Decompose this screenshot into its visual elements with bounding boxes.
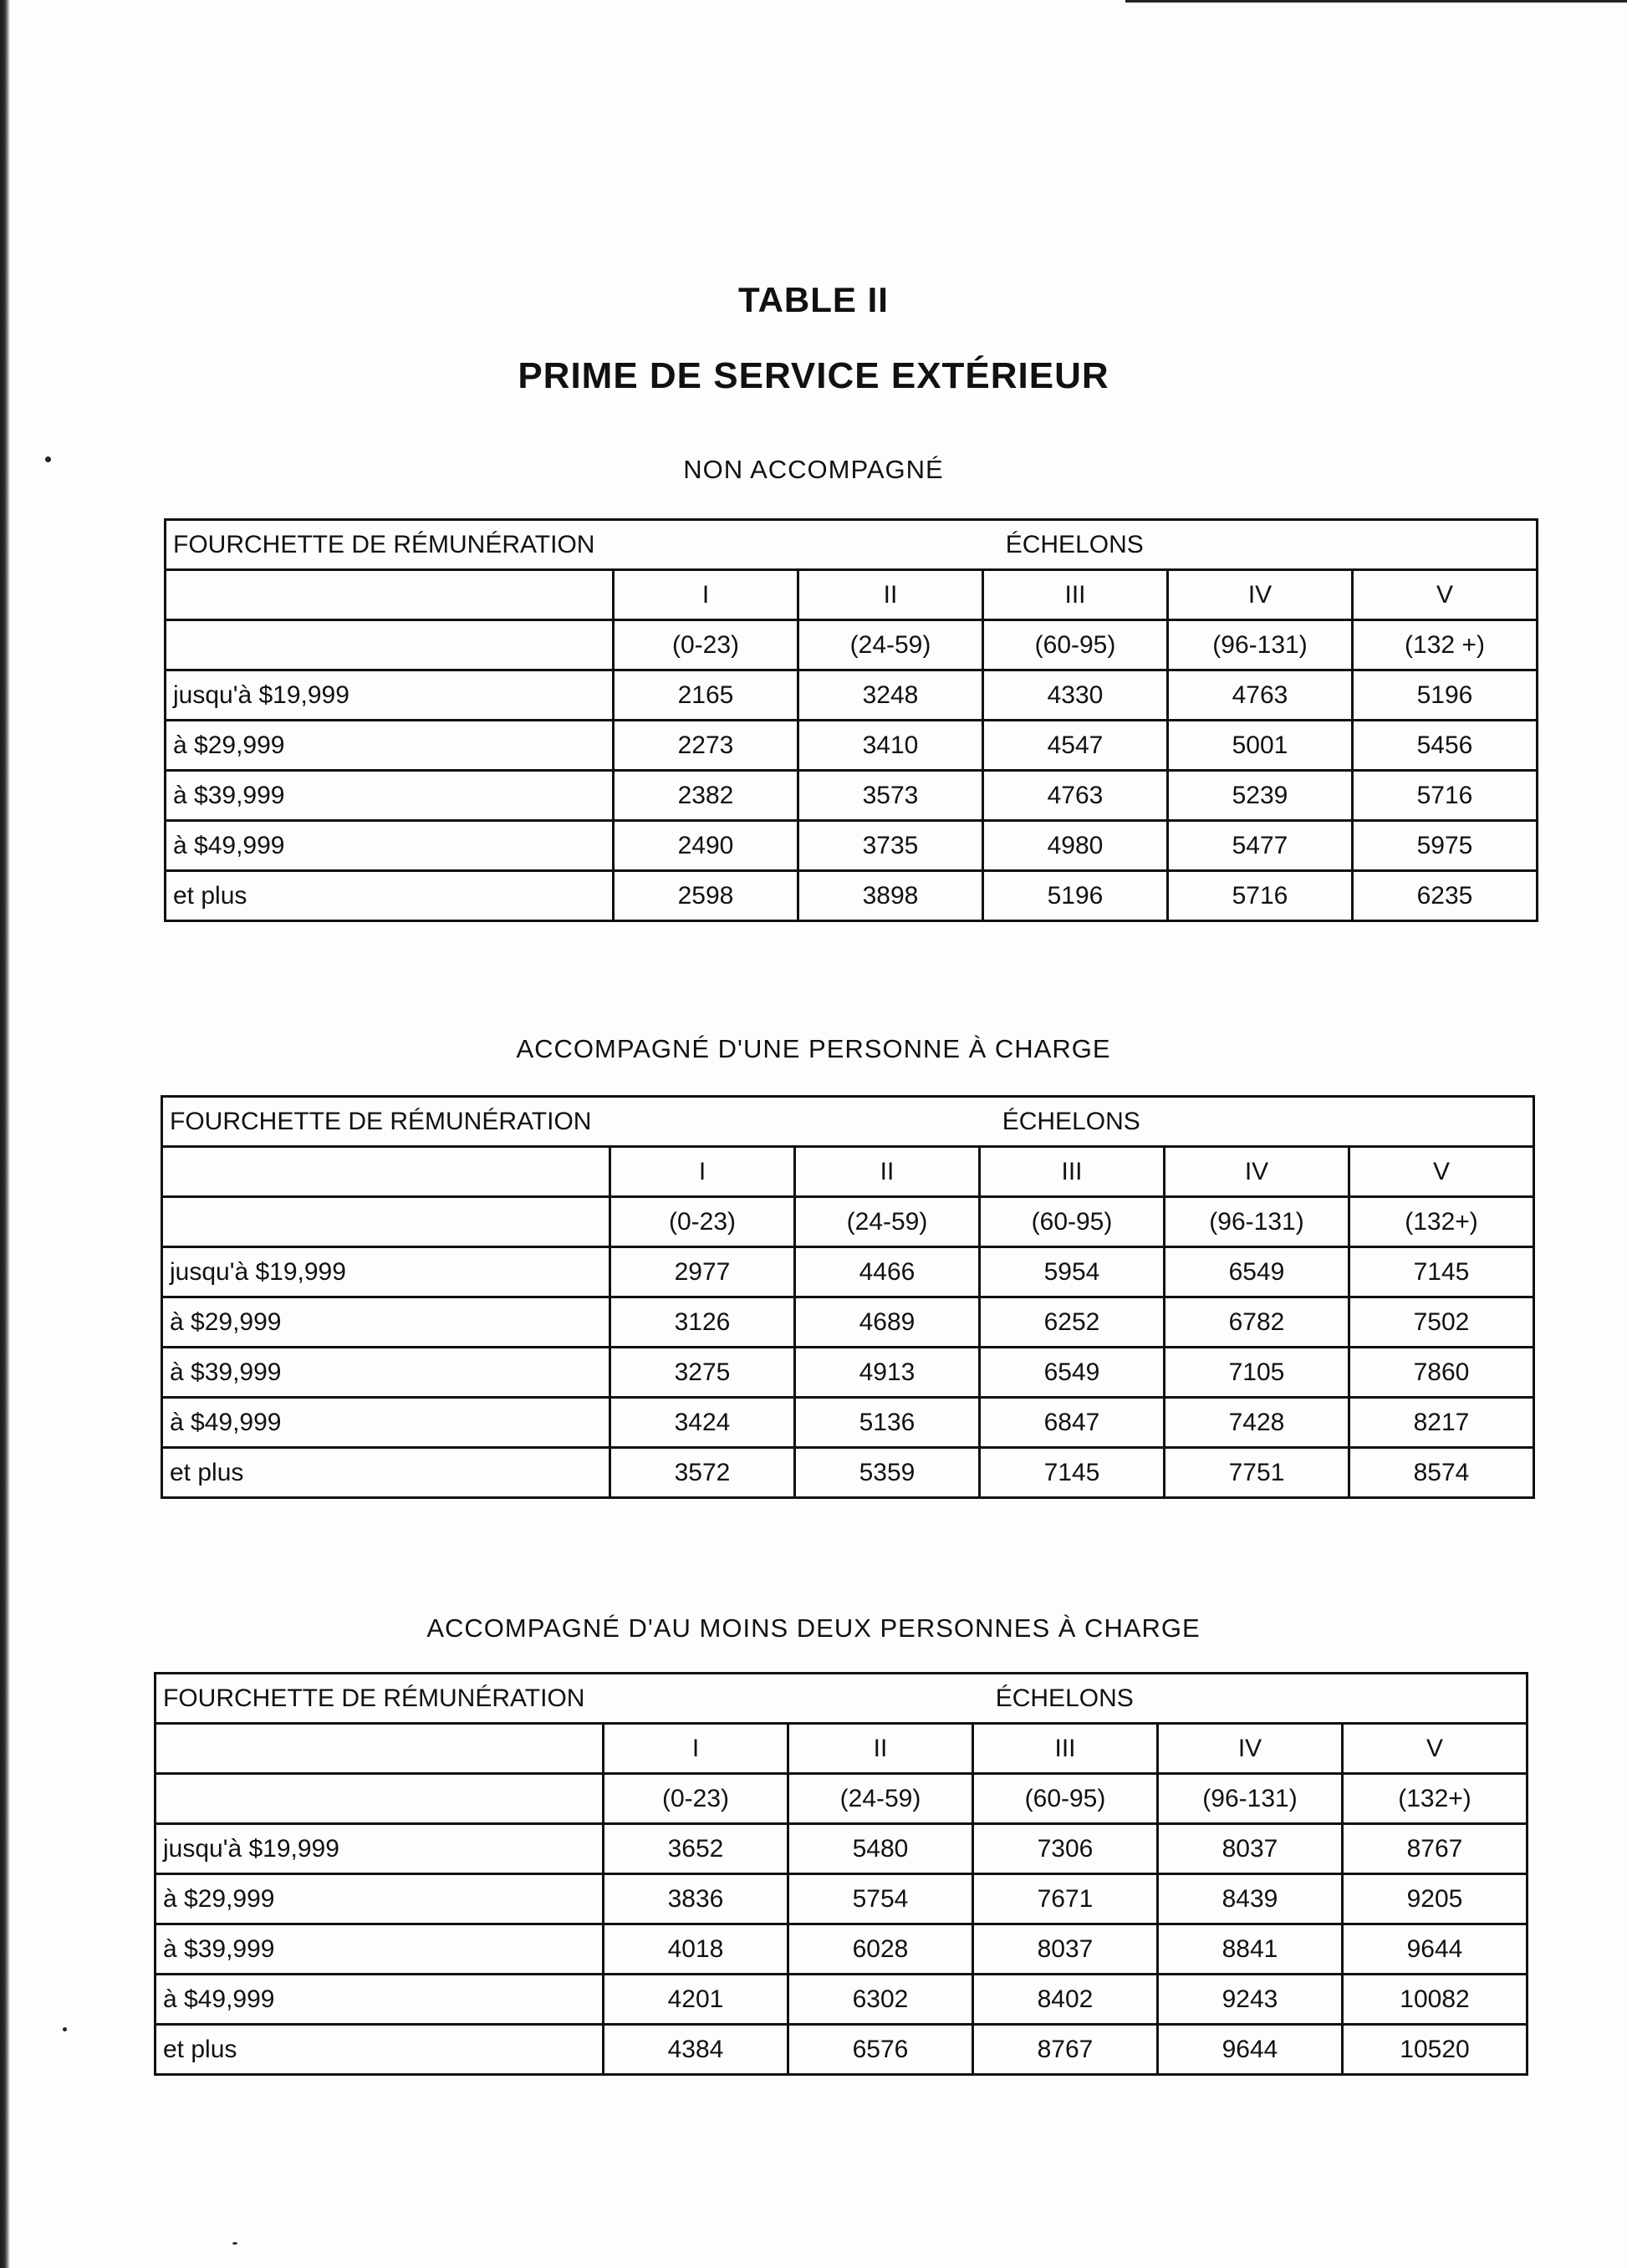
allowance-value: 3735	[798, 821, 983, 871]
empty-cell	[166, 620, 614, 670]
allowance-value: 4980	[983, 821, 1168, 871]
allowance-value: 4466	[795, 1247, 980, 1297]
document-title: TABLE II	[738, 280, 889, 319]
allowance-value: 4763	[1168, 670, 1353, 721]
allowance-value: 2977	[610, 1247, 795, 1297]
scan-speck	[63, 2027, 67, 2031]
salary-range-label: à $29,999	[156, 1874, 604, 1924]
months-range: (96-131)	[1165, 1197, 1349, 1247]
allowance-value: 8767	[1343, 1824, 1528, 1874]
section-title-3: ACCOMPAGNÉ D'AU MOINS DEUX PERSONNES À CHARGE	[426, 1613, 1201, 1643]
empty-cell	[156, 1724, 604, 1774]
allowance-value: 4384	[604, 2025, 788, 2075]
table-row	[156, 2025, 1528, 2075]
echelon-label: I	[604, 1724, 788, 1774]
allowance-value: 9205	[1343, 1874, 1528, 1924]
allowance-value: 8767	[973, 2025, 1158, 2075]
allowance-value: 4330	[983, 670, 1168, 721]
allowance-value: 9644	[1343, 1924, 1528, 1975]
months-range: (24-59)	[795, 1197, 980, 1247]
salary-range-label: jusqu'à $19,999	[166, 670, 614, 721]
allowance-value: 4201	[604, 1975, 788, 2025]
echelons-header: ÉCHELONS	[604, 1674, 1528, 1724]
salary-range-label: à $39,999	[166, 771, 614, 821]
echelon-label: III	[980, 1147, 1165, 1197]
table-row	[166, 821, 1538, 871]
allowance-value: 5196	[1353, 670, 1538, 721]
allowance-value: 8037	[973, 1924, 1158, 1975]
allowance-value: 4913	[795, 1348, 980, 1398]
months-range: (96-131)	[1158, 1774, 1343, 1824]
salary-range-header: FOURCHETTE DE RÉMUNÉRATION	[156, 1674, 604, 1724]
allowance-value: 5716	[1353, 771, 1538, 821]
table-row	[162, 1448, 1534, 1498]
salary-range-label: et plus	[162, 1448, 610, 1498]
months-range: (132 +)	[1353, 620, 1538, 670]
allowance-value: 5754	[788, 1874, 973, 1924]
allowance-value: 5196	[983, 871, 1168, 921]
allowance-value: 2382	[614, 771, 798, 821]
allowance-value: 7671	[973, 1874, 1158, 1924]
table-row	[156, 1975, 1528, 2025]
allowance-value: 8217	[1349, 1398, 1534, 1448]
months-range: (0-23)	[610, 1197, 795, 1247]
allowance-value: 4763	[983, 771, 1168, 821]
echelon-label: IV	[1168, 570, 1353, 620]
echelon-label: V	[1343, 1724, 1528, 1774]
allowance-value: 2490	[614, 821, 798, 871]
allowance-value: 3126	[610, 1297, 795, 1348]
table-row	[166, 871, 1538, 921]
table-row	[156, 1824, 1528, 1874]
allowance-value: 3410	[798, 721, 983, 771]
salary-range-label: à $29,999	[162, 1297, 610, 1348]
allowance-value: 3573	[798, 771, 983, 821]
months-row	[156, 1774, 1528, 1824]
salary-range-label: à $49,999	[162, 1398, 610, 1448]
empty-cell	[166, 570, 614, 620]
allowance-value: 7428	[1165, 1398, 1349, 1448]
empty-cell	[162, 1197, 610, 1247]
months-range: (0-23)	[614, 620, 798, 670]
allowance-value: 5239	[1168, 771, 1353, 821]
allowance-value: 5975	[1353, 821, 1538, 871]
scan-speck	[232, 2242, 237, 2245]
allowance-value: 10520	[1343, 2025, 1528, 2075]
salary-range-label: à $39,999	[162, 1348, 610, 1398]
salary-range-header: FOURCHETTE DE RÉMUNÉRATION	[166, 520, 614, 570]
table-header-row	[156, 1674, 1528, 1724]
allowance-value: 3836	[604, 1874, 788, 1924]
allowance-value: 5001	[1168, 721, 1353, 771]
allowance-value: 8402	[973, 1975, 1158, 2025]
echelon-row	[166, 570, 1538, 620]
table-row	[156, 1874, 1528, 1924]
allowance-value: 7145	[1349, 1247, 1534, 1297]
allowance-value: 6028	[788, 1924, 973, 1975]
allowance-value: 2273	[614, 721, 798, 771]
allowance-value: 3424	[610, 1398, 795, 1448]
months-range: (60-95)	[983, 620, 1168, 670]
allowance-value: 9644	[1158, 2025, 1343, 2075]
allowance-value: 8841	[1158, 1924, 1343, 1975]
salary-range-label: et plus	[156, 2025, 604, 2075]
months-row	[162, 1197, 1534, 1247]
allowance-value: 6847	[980, 1398, 1165, 1448]
binding-edge	[0, 0, 10, 2268]
allowance-value: 5359	[795, 1448, 980, 1498]
months-range: (132+)	[1343, 1774, 1528, 1824]
table-row	[166, 670, 1538, 721]
allowance-value: 7145	[980, 1448, 1165, 1498]
allowance-value: 6782	[1165, 1297, 1349, 1348]
table-header-row	[162, 1097, 1534, 1147]
allowance-value: 4547	[983, 721, 1168, 771]
echelon-label: I	[614, 570, 798, 620]
allowance-value: 2598	[614, 871, 798, 921]
allowance-value: 7105	[1165, 1348, 1349, 1398]
echelons-header: ÉCHELONS	[614, 520, 1538, 570]
section-title-2: ACCOMPAGNÉ D'UNE PERSONNE À CHARGE	[516, 1034, 1111, 1063]
allowance-value: 6549	[980, 1348, 1165, 1398]
empty-cell	[156, 1774, 604, 1824]
allowance-value: 5136	[795, 1398, 980, 1448]
echelon-label: II	[788, 1724, 973, 1774]
table-row	[162, 1247, 1534, 1297]
allowance-value: 5716	[1168, 871, 1353, 921]
echelon-label: II	[798, 570, 983, 620]
echelon-label: IV	[1158, 1724, 1343, 1774]
allowance-table-2	[161, 1095, 1535, 1499]
allowance-value: 8574	[1349, 1448, 1534, 1498]
table-header-row	[166, 520, 1538, 570]
echelon-row	[156, 1724, 1528, 1774]
allowance-value: 5477	[1168, 821, 1353, 871]
months-range: (24-59)	[788, 1774, 973, 1824]
echelons-header: ÉCHELONS	[610, 1097, 1534, 1147]
table-row	[162, 1348, 1534, 1398]
salary-range-header: FOURCHETTE DE RÉMUNÉRATION	[162, 1097, 610, 1147]
allowance-value: 10082	[1343, 1975, 1528, 2025]
section-title-1: NON ACCOMPAGNÉ	[683, 455, 944, 484]
allowance-value: 3572	[610, 1448, 795, 1498]
months-range: (132+)	[1349, 1197, 1534, 1247]
allowance-value: 5456	[1353, 721, 1538, 771]
salary-range-label: jusqu'à $19,999	[162, 1247, 610, 1297]
allowance-value: 7306	[973, 1824, 1158, 1874]
empty-cell	[162, 1147, 610, 1197]
allowance-value: 6252	[980, 1297, 1165, 1348]
allowance-value: 7502	[1349, 1297, 1534, 1348]
allowance-value: 6576	[788, 2025, 973, 2075]
months-range: (60-95)	[980, 1197, 1165, 1247]
months-range: (24-59)	[798, 620, 983, 670]
allowance-value: 3275	[610, 1348, 795, 1398]
table-row	[162, 1398, 1534, 1448]
allowance-value: 3248	[798, 670, 983, 721]
allowance-value: 2165	[614, 670, 798, 721]
allowance-value: 9243	[1158, 1975, 1343, 2025]
scan-line	[1125, 0, 1627, 3]
allowance-value: 8037	[1158, 1824, 1343, 1874]
allowance-value: 4689	[795, 1297, 980, 1348]
table-row	[156, 1924, 1528, 1975]
allowance-table-1	[164, 518, 1538, 922]
allowance-value: 7751	[1165, 1448, 1349, 1498]
allowance-value: 6302	[788, 1975, 973, 2025]
echelon-row	[162, 1147, 1534, 1197]
allowance-value: 3652	[604, 1824, 788, 1874]
months-row	[166, 620, 1538, 670]
echelon-label: II	[795, 1147, 980, 1197]
salary-range-label: à $29,999	[166, 721, 614, 771]
salary-range-label: à $49,999	[156, 1975, 604, 2025]
echelon-label: V	[1349, 1147, 1534, 1197]
table-row	[162, 1297, 1534, 1348]
echelon-label: IV	[1165, 1147, 1349, 1197]
document-subtitle: PRIME DE SERVICE EXTÉRIEUR	[518, 355, 1109, 396]
allowance-value: 6549	[1165, 1247, 1349, 1297]
echelon-label: V	[1353, 570, 1538, 620]
salary-range-label: à $39,999	[156, 1924, 604, 1975]
allowance-value: 5954	[980, 1247, 1165, 1297]
allowance-value: 4018	[604, 1924, 788, 1975]
allowance-value: 3898	[798, 871, 983, 921]
salary-range-label: et plus	[166, 871, 614, 921]
allowance-value: 8439	[1158, 1874, 1343, 1924]
months-range: (60-95)	[973, 1774, 1158, 1824]
table-row	[166, 771, 1538, 821]
allowance-value: 7860	[1349, 1348, 1534, 1398]
months-range: (96-131)	[1168, 620, 1353, 670]
table-row	[166, 721, 1538, 771]
echelon-label: I	[610, 1147, 795, 1197]
salary-range-label: à $49,999	[166, 821, 614, 871]
allowance-table-3	[154, 1672, 1528, 2076]
allowance-value: 5480	[788, 1824, 973, 1874]
months-range: (0-23)	[604, 1774, 788, 1824]
echelon-label: III	[983, 570, 1168, 620]
echelon-label: III	[973, 1724, 1158, 1774]
allowance-value: 6235	[1353, 871, 1538, 921]
salary-range-label: jusqu'à $19,999	[156, 1824, 604, 1874]
